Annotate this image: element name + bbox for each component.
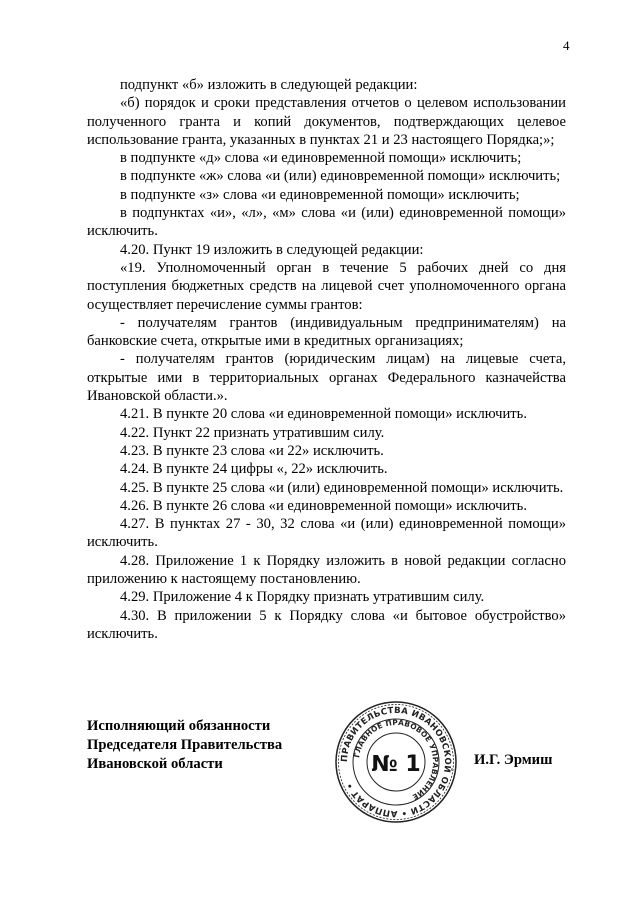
paragraph: «б) порядок и сроки представления отчетов о целевом использовании полученного гранта и копий документов, подтверждающих целевое использование гранта, указанных в пунктах 21 и 23 настоящего Порядка;»;: [87, 95, 566, 148]
document-body: [87, 76, 566, 643]
paragraph: 4.29. Приложение 4 к Порядку признать утратившим силу.: [120, 589, 485, 606]
paragraph: в подпункте «д» слова «и единовременной помощи» исключить;: [120, 150, 522, 167]
signer-title-line-2: Председателя Правительства: [87, 737, 283, 753]
paragraph: 4.23. В пункте 23 слова «и 22» исключить.: [120, 442, 384, 459]
paragraph: «19. Уполномоченный орган в течение 5 рабочих дней со дня поступления бюджетных средств на лицевой счет уполномоченного органа осуществляет перечисление суммы грантов:: [87, 259, 566, 313]
stamp-ring-text: ПРАВИТЕЛЬСТВА ИВАНОВСКОЙ ОБЛАСТИ • АППАРАТ •: [339, 705, 453, 819]
official-seal-stamp: [334, 700, 458, 824]
paragraph: 4.25. В пункте 25 слова «и (или) единовременной помощи» исключить.: [120, 479, 564, 496]
signer-name: И.Г. Эрмиш: [474, 752, 553, 768]
paragraph: подпункт «б» изложить в следующей редакции:: [120, 77, 418, 93]
paragraph: 4.21. В пункте 20 слова «и единовременной помощи» исключить.: [120, 406, 527, 423]
stamp-number: № 1: [371, 752, 421, 777]
page-number: 4: [563, 38, 570, 53]
paragraph: 4.20. Пункт 19 изложить в следующей редакции:: [120, 241, 424, 258]
paragraph: 4.24. В пункте 24 цифры «, 22» исключить.: [120, 461, 388, 478]
paragraph: 4.22. Пункт 22 признать утратившим силу.: [120, 424, 385, 441]
signer-title-line-1: Исполняющий обязанности: [87, 718, 271, 734]
stamp-inner-text: ГЛАВНОЕ ПРАВОВОЕ УПРАВЛЕНИЕ: [352, 717, 441, 802]
paragraph: в подпункте «ж» слова «и (или) единовременной помощи» исключить;: [120, 168, 561, 185]
paragraph: - получателям грантов (индивидуальным предпринимателям) на банковские счета, открытые ими в кредитных организациях;: [87, 314, 566, 350]
paragraph: 4.28. Приложение 1 к Порядку изложить в новой редакции согласно приложению к настоящему постановлению.: [87, 552, 566, 588]
paragraph: - получателям грантов (юридическим лицам) на лицевые счета, открытые ими в территориальных органах Федерального казначейства Ивановской области.».: [87, 351, 566, 405]
paragraph: 4.30. В приложении 5 к Порядку слова «и бытовое обустройство» исключить.: [87, 607, 566, 642]
signature-block: [87, 717, 282, 774]
paragraph: в подпунктах «и», «л», «м» слова «и (или) единовременной помощи» исключить.: [87, 205, 566, 240]
paragraph: в подпункте «з» слова «и единовременной помощи» исключить;: [120, 186, 520, 203]
paragraph: 4.26. В пункте 26 слова «и единовременной помощи» исключить.: [120, 497, 527, 514]
signer-title-line-3: Ивановской области: [87, 756, 223, 772]
paragraph: 4.27. В пунктах 27 - 30, 32 слова «и (или) единовременной помощи» исключить.: [87, 516, 566, 551]
